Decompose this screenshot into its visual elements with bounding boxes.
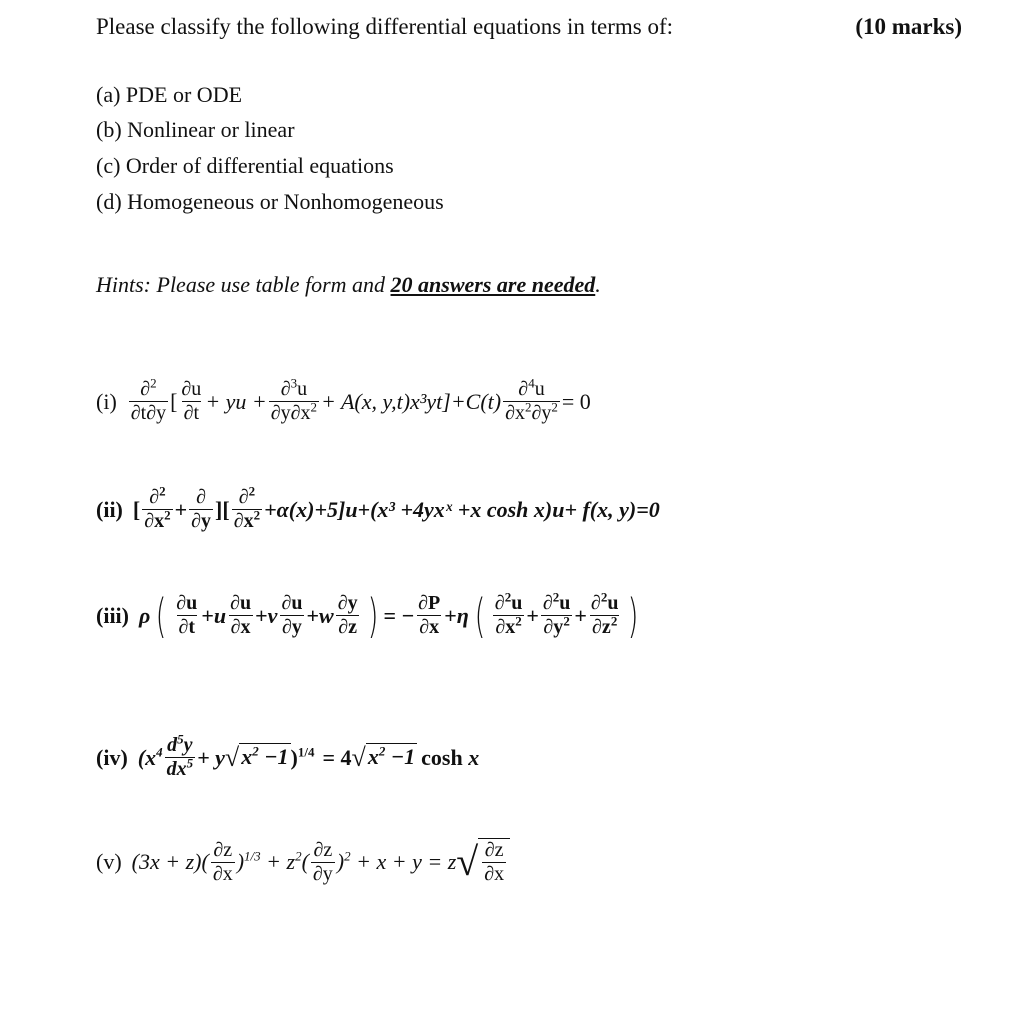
equation-label-ii: (ii) xyxy=(96,496,123,522)
eq-i-frac-3: $\frac{\partial^3u}{\partial y\partial x^2}$ xyxy=(270,375,318,424)
equation-iv: (iv) ($x^4$ $\frac{d^5y}{dx^5}$ + y √ $x^2 -1$ )$^{1/4}$ = 4 √ $x^2 -1$ cosh x xyxy=(96,731,480,780)
eq-i-rhs: = 0 xyxy=(561,388,591,414)
eq-ii-frac-2: $\frac{\partial}{\partial y}$ xyxy=(191,486,212,532)
marks-label: (10 marks) xyxy=(855,14,962,39)
equation-label-v: (v) xyxy=(96,849,122,874)
eq-i-frac-4: $\frac{\partial^4u}{\partial x^2\partial y^2}$ xyxy=(505,375,558,424)
eq-i-tail: + A(x, y,t)x³yt]+C(t) xyxy=(321,388,502,414)
instruction-text: Please classify the following differential equations in terms of: xyxy=(96,14,673,39)
eq-i-frac-1: $\frac{\partial^2}{\partial t\partial y}$ xyxy=(130,375,167,424)
equation-ii: (ii) [ $\frac{\partial^2}{\partial x^2}$ + $\frac{\partial}{\partial y}$ ][ $\frac{\partial^2}{\partial x^2}$ +α(x)+5]u+(x³ +4yxˣ +x cosh x)u+ f(x, y)=0 xyxy=(96,483,660,532)
hint-text xyxy=(96,272,601,298)
equation-label-i: (i) xyxy=(96,388,117,414)
eq-i-frac-2: $\frac{\partial u}{\partial t}$ xyxy=(181,378,202,424)
hint-suffix: . xyxy=(595,272,601,297)
equation-i: (i) $\frac{\partial^2}{\partial t\partial y}$ [ $\frac{\partial u}{\partial t}$ + yu + $\frac{\partial^3u}{\partial y\partial x^2}$ + A(x, y,t)x³yt]+C(t) $\frac{\partial^4u}{\partial x^2\partial y^2}$ = 0 xyxy=(96,375,591,424)
equation-iii: (iii) ρ ( $\frac{\partial u}{\partial t}$ + u $\frac{\partial u}{\partial x}$ + v $\frac{\partial u}{\partial y}$ + w $\frac{\partial y}{\partial z}$ ) = − $\frac{\partial P}{\partial x}$ + η ( $\frac{\partial^2u}{\partial x^2}$ + $\frac{\partial^2u}{\partial y^2}$ + $\frac{\partial^2u}{\partial z^2}$ ) xyxy=(96,588,639,643)
eq-ii-frac-3: $\frac{\partial^2}{\partial x^2}$ xyxy=(233,483,261,532)
criterion-a: (a) PDE or ODE xyxy=(96,82,243,107)
equation-label-iii: (iii) xyxy=(96,602,129,628)
hint-emphasis: 20 answers are needed xyxy=(390,272,596,297)
equation-label-iv: (iv) xyxy=(96,744,128,770)
eq-iv-rhs: = 4 xyxy=(322,744,352,770)
criterion-b: (b) Nonlinear or linear xyxy=(96,117,295,142)
criterion-d: (d) Homogeneous or Nonhomogeneous xyxy=(96,189,444,214)
hint-prefix: Hints: Please use table form and xyxy=(96,272,391,297)
eq-ii-tail: +α(x)+5]u+(x³ +4yxˣ +x cosh x)u+ f(x, y)=0 xyxy=(264,496,660,522)
criterion-c: (c) Order of differential equations xyxy=(96,153,394,178)
equation-v: (v) (3x + z)( $\frac{\partial z}{\partial x}$ )$^{1/3} + z^2$( $\frac{\partial z}{\partial y}$ )$^2$ + x + y = z √ $\frac{\partial z}{\partial x}$ xyxy=(96,838,510,886)
eq-ii-frac-1: $\frac{\partial^2}{\partial x^2}$ xyxy=(144,483,171,532)
